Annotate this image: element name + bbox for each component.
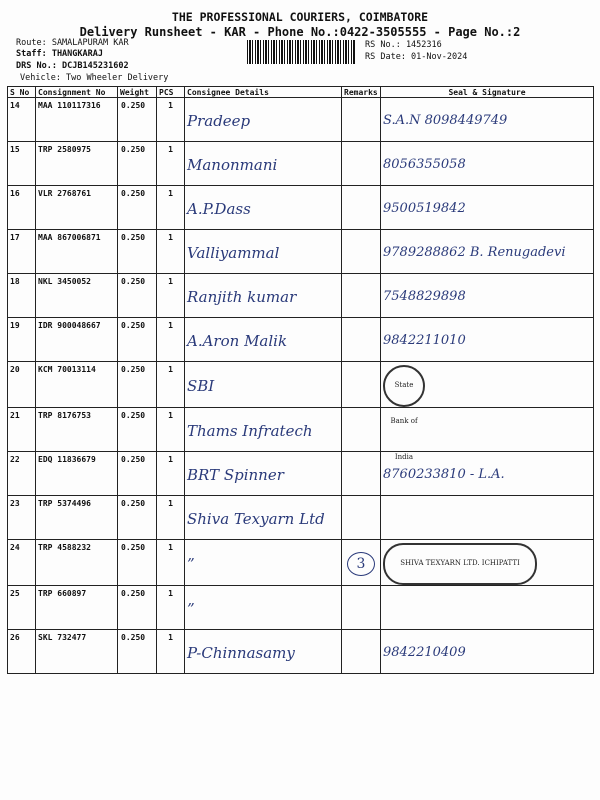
cell-pcs: 1 <box>157 586 185 630</box>
cell-weight: 0.250 <box>118 586 157 630</box>
rs-number: RS No.: 1452316 <box>365 40 442 50</box>
cell-remarks <box>342 230 381 274</box>
cell-remarks <box>342 540 381 586</box>
cell-pcs: 1 <box>157 230 185 274</box>
table-row <box>8 142 594 186</box>
cell-weight: 0.250 <box>118 274 157 318</box>
cell-signature <box>381 362 594 461</box>
cell-remarks <box>342 274 381 318</box>
cell-weight: 0.250 <box>118 142 157 186</box>
cell-sno: 22 <box>8 452 36 496</box>
sheet-subtitle: Delivery Runsheet - KAR - Phone No.:0422-3505555 - Page No.:2 <box>79 25 521 39</box>
table-row <box>8 540 594 586</box>
cell-consignment: KCM 70013114 <box>36 362 118 408</box>
cell-sno: 25 <box>8 586 36 630</box>
remarks-circle: 3 <box>347 552 375 576</box>
table-row <box>8 98 594 142</box>
cell-pcs: 1 <box>157 540 185 586</box>
cell-weight: 0.250 <box>118 186 157 230</box>
cell-signature: 9842210409 <box>381 630 594 674</box>
cell-sno: 24 <box>8 540 36 586</box>
col-weight: Weight <box>118 87 157 98</box>
cell-weight: 0.250 <box>118 630 157 674</box>
table-row <box>8 408 594 452</box>
cell-pcs: 1 <box>157 98 185 142</box>
runsheet-table <box>7 86 594 674</box>
col-consignment: Consignment No <box>36 87 118 98</box>
cell-sno: 21 <box>8 408 36 452</box>
cell-sno: 18 <box>8 274 36 318</box>
cell-consignment: NKL 3450052 <box>36 274 118 318</box>
cell-remarks <box>342 630 381 674</box>
cell-consignment: IDR 900048667 <box>36 318 118 362</box>
cell-consignee: Thams Infratech <box>185 408 342 452</box>
cell-weight: 0.250 <box>118 318 157 362</box>
table-row <box>8 452 594 496</box>
cell-consignee: Valliyammal <box>185 230 342 274</box>
cell-consignee: A.P.Dass <box>185 186 342 230</box>
cell-remarks <box>342 586 381 630</box>
cell-consignment: TRP 8176753 <box>36 408 118 452</box>
cell-signature: 9789288862 B. Renugadevi <box>381 230 594 274</box>
cell-sno: 17 <box>8 230 36 274</box>
cell-consignee: Manonmani <box>185 142 342 186</box>
cell-remarks <box>342 142 381 186</box>
cell-pcs: 1 <box>157 142 185 186</box>
sheet-title: THE PROFESSIONAL COURIERS, COIMBATORE <box>171 10 429 24</box>
table-row <box>8 230 594 274</box>
cell-weight: 0.250 <box>118 362 157 408</box>
cell-consignee: A.Aron Malik <box>185 318 342 362</box>
cell-weight: 0.250 <box>118 408 157 452</box>
cell-sno: 20 <box>8 362 36 408</box>
cell-pcs: 1 <box>157 408 185 452</box>
seal-stamp: State Bank of India <box>383 365 425 407</box>
cell-weight: 0.250 <box>118 496 157 540</box>
cell-signature: 8760233810 - L.A. <box>381 452 594 496</box>
table-row <box>8 362 594 408</box>
cell-sno: 15 <box>8 142 36 186</box>
barcode <box>247 40 355 64</box>
col-consignee: Consignee Details <box>185 87 342 98</box>
cell-remarks <box>342 362 381 408</box>
cell-pcs: 1 <box>157 452 185 496</box>
table-row <box>8 630 594 674</box>
cell-sno: 19 <box>8 318 36 362</box>
route-label: Route: SAMALAPURAM KAR <box>16 38 129 48</box>
cell-signature <box>381 496 594 540</box>
cell-pcs: 1 <box>157 274 185 318</box>
cell-consignee: Shiva Texyarn Ltd <box>185 496 342 540</box>
cell-consignment: TRP 4588232 <box>36 540 118 586</box>
cell-consignment: MAA 110117316 <box>36 98 118 142</box>
cell-sno: 14 <box>8 98 36 142</box>
cell-consignee: SBI <box>185 362 342 408</box>
cell-remarks <box>342 186 381 230</box>
cell-consignment: TRP 660897 <box>36 586 118 630</box>
cell-sno: 23 <box>8 496 36 540</box>
cell-signature: S.A.N 8098449749 <box>381 98 594 142</box>
cell-signature <box>381 586 594 630</box>
cell-pcs: 1 <box>157 362 185 408</box>
cell-consignee: P-Chinnasamy <box>185 630 342 674</box>
rs-date: RS Date: 01-Nov-2024 <box>365 52 468 62</box>
cell-consignment: TRP 2580975 <box>36 142 118 186</box>
cell-signature: 7548829898 <box>381 274 594 318</box>
cell-consignment: VLR 2768761 <box>36 186 118 230</box>
cell-consignment: TRP 5374496 <box>36 496 118 540</box>
cell-weight: 0.250 <box>118 230 157 274</box>
col-signature: Seal & Signature <box>381 87 594 98</box>
cell-remarks <box>342 318 381 362</box>
table-row <box>8 586 594 630</box>
vehicle-label: Vehicle: Two Wheeler Delivery <box>20 73 169 83</box>
cell-weight: 0.250 <box>118 98 157 142</box>
cell-pcs: 1 <box>157 630 185 674</box>
cell-signature: 8056355058 <box>381 142 594 186</box>
cell-consignee: ” <box>185 586 342 630</box>
table-row <box>8 318 594 362</box>
cell-consignee: Ranjith kumar <box>185 274 342 318</box>
table-header-row <box>8 87 594 98</box>
cell-sno: 26 <box>8 630 36 674</box>
cell-weight: 0.250 <box>118 540 157 586</box>
col-sno: S No <box>8 87 36 98</box>
table-row <box>8 186 594 230</box>
staff-label: Staff: THANGKARAJ <box>16 49 103 59</box>
cell-pcs: 1 <box>157 318 185 362</box>
drs-number: DRS No.: DCJB145231602 <box>16 61 129 71</box>
cell-remarks <box>342 452 381 496</box>
cell-signature: 9842211010 <box>381 318 594 362</box>
col-pcs: PCS <box>157 87 185 98</box>
cell-consignment: SKL 732477 <box>36 630 118 674</box>
cell-consignee: ” <box>185 540 342 586</box>
table-row <box>8 274 594 318</box>
cell-consignee: Pradeep <box>185 98 342 142</box>
cell-remarks <box>342 496 381 540</box>
col-remarks: Remarks <box>342 87 381 98</box>
cell-consignment: MAA 867006871 <box>36 230 118 274</box>
cell-signature: 9500519842 <box>381 186 594 230</box>
cell-pcs: 1 <box>157 496 185 540</box>
cell-signature <box>381 540 594 586</box>
cell-remarks <box>342 98 381 142</box>
table-body <box>8 98 594 674</box>
cell-sno: 16 <box>8 186 36 230</box>
cell-consignee: BRT Spinner <box>185 452 342 496</box>
cell-weight: 0.250 <box>118 452 157 496</box>
seal-stamp: SHIVA TEXYARN LTD. ICHIPATTI <box>383 543 537 585</box>
table-row <box>8 496 594 540</box>
cell-consignment: EDQ 11836679 <box>36 452 118 496</box>
cell-pcs: 1 <box>157 186 185 230</box>
cell-remarks <box>342 408 381 452</box>
